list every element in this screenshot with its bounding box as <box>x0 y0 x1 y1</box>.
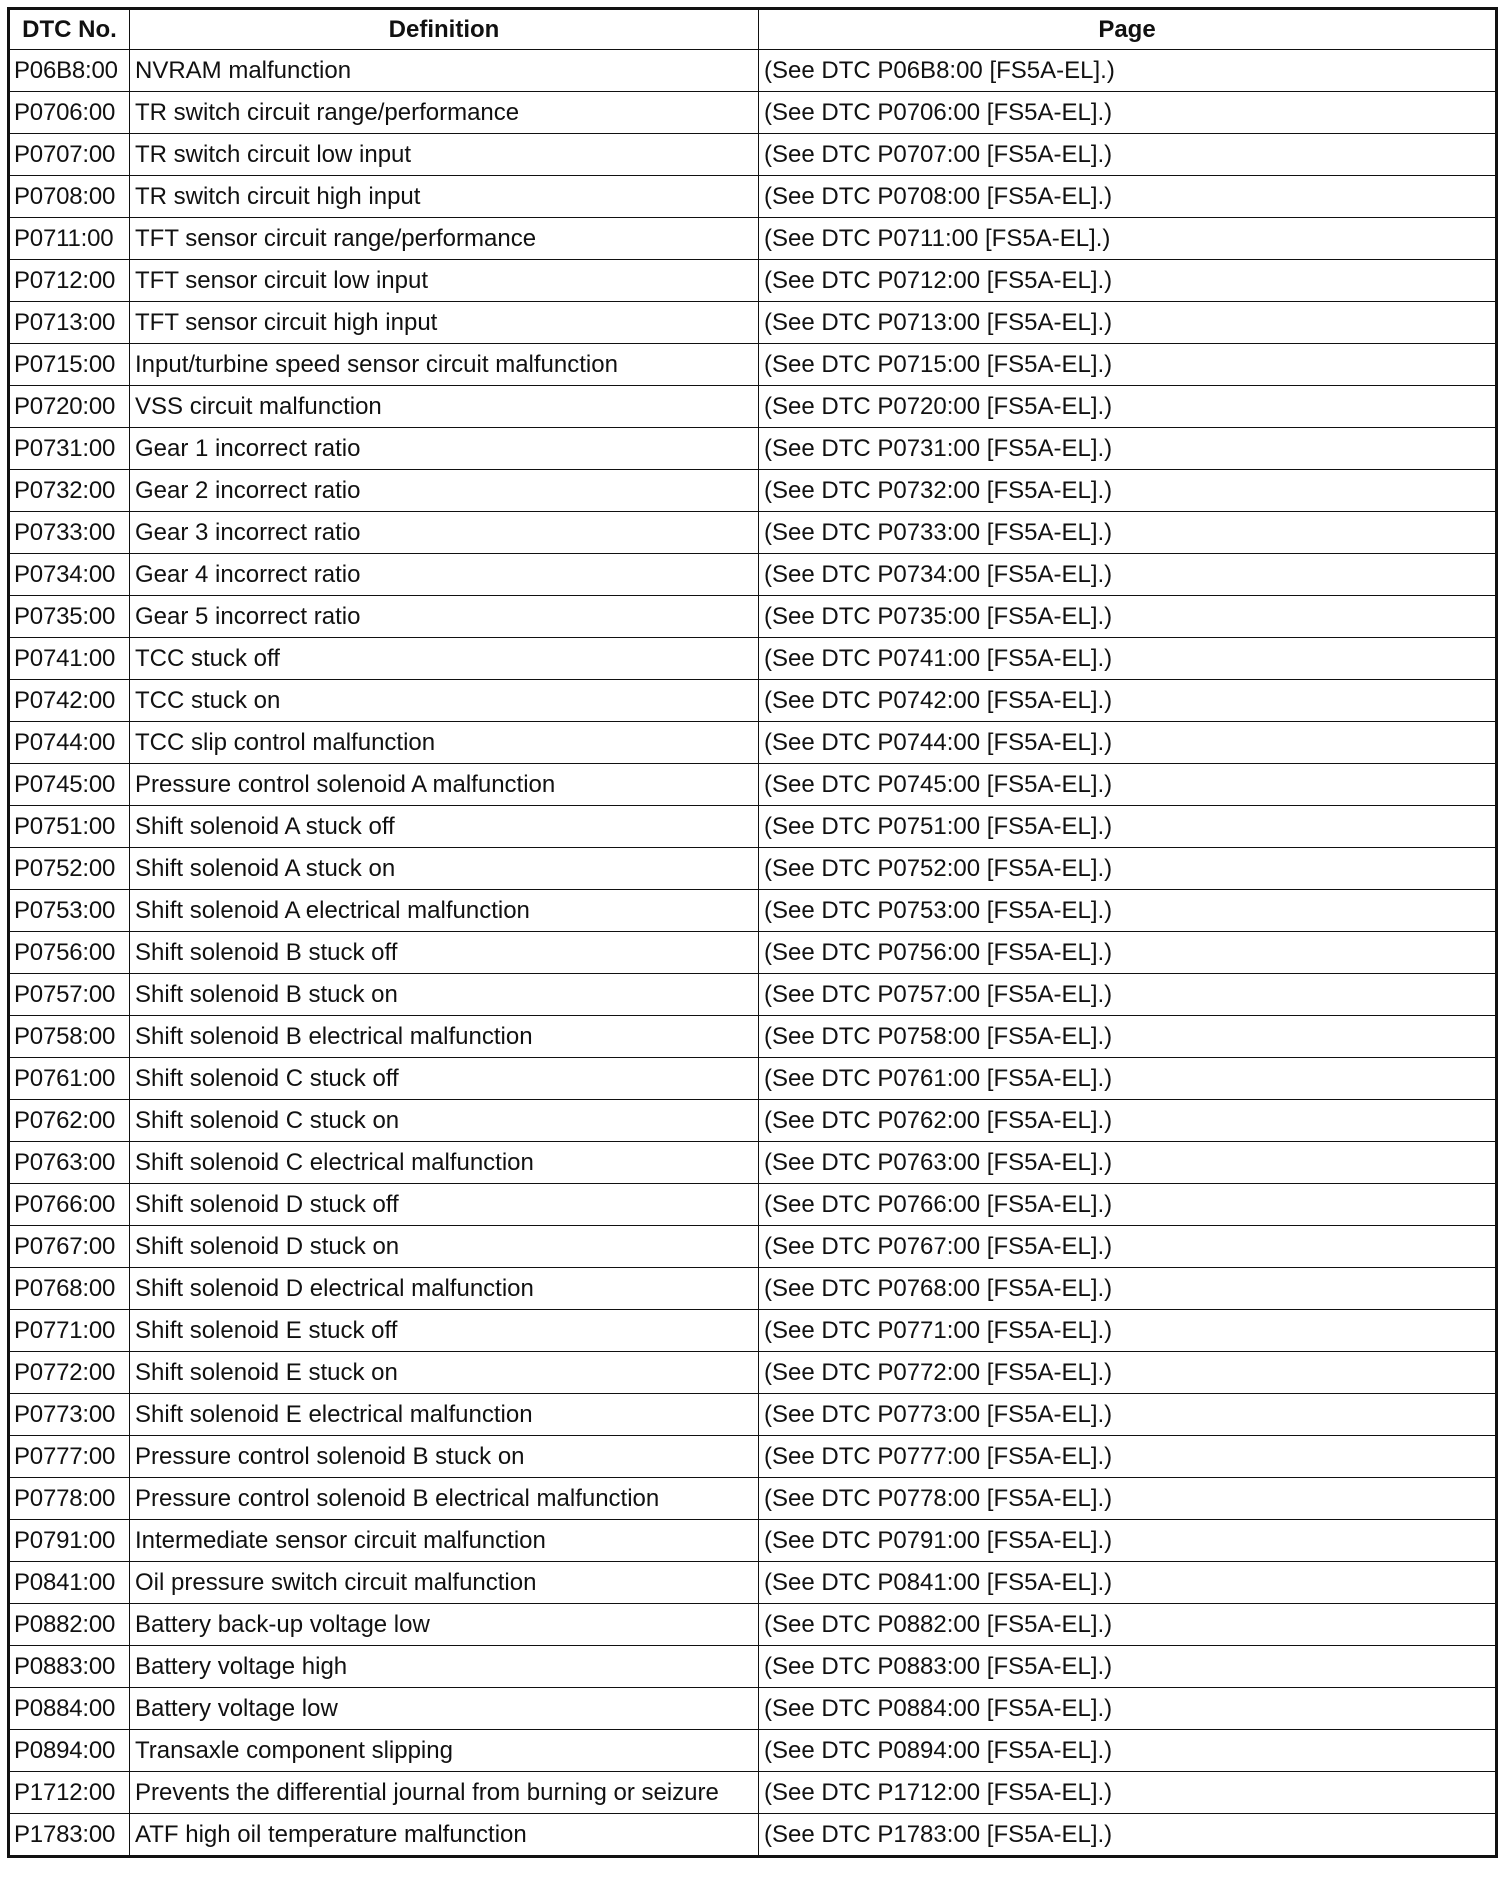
definition-cell: Shift solenoid D electrical malfunction <box>130 1268 759 1310</box>
dtc-code-cell: P0708:00 <box>9 176 130 218</box>
page-reference-cell: (See DTC P0766:00 [FS5A-EL].) <box>759 1184 1497 1226</box>
definition-cell: Shift solenoid A electrical malfunction <box>130 890 759 932</box>
dtc-code-cell: P0706:00 <box>9 92 130 134</box>
page-reference-cell: (See DTC P0883:00 [FS5A-EL].) <box>759 1646 1497 1688</box>
dtc-code-cell: P0720:00 <box>9 386 130 428</box>
dtc-code-cell: P0767:00 <box>9 1226 130 1268</box>
table-row <box>9 92 1497 134</box>
page-reference-cell: (See DTC P1783:00 [FS5A-EL].) <box>759 1814 1497 1857</box>
dtc-code-cell: P0734:00 <box>9 554 130 596</box>
table-row <box>9 302 1497 344</box>
table-row <box>9 1184 1497 1226</box>
table-row <box>9 1688 1497 1730</box>
page-reference-cell: (See DTC P0711:00 [FS5A-EL].) <box>759 218 1497 260</box>
table-row <box>9 50 1497 92</box>
page-reference-cell: (See DTC P0752:00 [FS5A-EL].) <box>759 848 1497 890</box>
definition-cell: Pressure control solenoid B electrical malfunction <box>130 1478 759 1520</box>
page-reference-cell: (See DTC P0841:00 [FS5A-EL].) <box>759 1562 1497 1604</box>
definition-cell: Shift solenoid E stuck on <box>130 1352 759 1394</box>
page-reference-cell: (See DTC P0756:00 [FS5A-EL].) <box>759 932 1497 974</box>
table-row <box>9 1436 1497 1478</box>
dtc-code-cell: P0733:00 <box>9 512 130 554</box>
page-reference-cell: (See DTC P0772:00 [FS5A-EL].) <box>759 1352 1497 1394</box>
page-reference-cell: (See DTC P1712:00 [FS5A-EL].) <box>759 1772 1497 1814</box>
definition-cell: TFT sensor circuit low input <box>130 260 759 302</box>
page-reference-cell: (See DTC P0777:00 [FS5A-EL].) <box>759 1436 1497 1478</box>
definition-cell: Transaxle component slipping <box>130 1730 759 1772</box>
dtc-code-cell: P0757:00 <box>9 974 130 1016</box>
definition-cell: Shift solenoid C electrical malfunction <box>130 1142 759 1184</box>
definition-cell: Shift solenoid A stuck off <box>130 806 759 848</box>
table-row <box>9 1100 1497 1142</box>
table-row <box>9 1310 1497 1352</box>
column-header-dtc-no: DTC No. <box>9 9 130 50</box>
dtc-code-cell: P0778:00 <box>9 1478 130 1520</box>
definition-cell: Shift solenoid C stuck off <box>130 1058 759 1100</box>
table-row <box>9 932 1497 974</box>
table-row <box>9 596 1497 638</box>
table-row <box>9 848 1497 890</box>
page-reference-cell: (See DTC P0791:00 [FS5A-EL].) <box>759 1520 1497 1562</box>
definition-cell: Battery voltage high <box>130 1646 759 1688</box>
table-row <box>9 890 1497 932</box>
dtc-code-cell: P0735:00 <box>9 596 130 638</box>
table-row <box>9 134 1497 176</box>
table-row <box>9 428 1497 470</box>
dtc-code-cell: P0758:00 <box>9 1016 130 1058</box>
dtc-code-cell: P0884:00 <box>9 1688 130 1730</box>
dtc-code-cell: P0744:00 <box>9 722 130 764</box>
table-row <box>9 764 1497 806</box>
definition-cell: Shift solenoid E electrical malfunction <box>130 1394 759 1436</box>
page-reference-cell: (See DTC P0767:00 [FS5A-EL].) <box>759 1226 1497 1268</box>
definition-cell: NVRAM malfunction <box>130 50 759 92</box>
table-row <box>9 260 1497 302</box>
definition-cell: Pressure control solenoid B stuck on <box>130 1436 759 1478</box>
definition-cell: Pressure control solenoid A malfunction <box>130 764 759 806</box>
definition-cell: Shift solenoid B electrical malfunction <box>130 1016 759 1058</box>
page-reference-cell: (See DTC P0757:00 [FS5A-EL].) <box>759 974 1497 1016</box>
page-reference-cell: (See DTC P0763:00 [FS5A-EL].) <box>759 1142 1497 1184</box>
dtc-code-cell: P1783:00 <box>9 1814 130 1857</box>
table-row <box>9 554 1497 596</box>
page-reference-cell: (See DTC P0708:00 [FS5A-EL].) <box>759 176 1497 218</box>
page-reference-cell: (See DTC P0742:00 [FS5A-EL].) <box>759 680 1497 722</box>
dtc-code-cell: P0791:00 <box>9 1520 130 1562</box>
page-reference-cell: (See DTC P0751:00 [FS5A-EL].) <box>759 806 1497 848</box>
dtc-code-cell: P0894:00 <box>9 1730 130 1772</box>
definition-cell: Shift solenoid D stuck off <box>130 1184 759 1226</box>
page-reference-cell: (See DTC P0773:00 [FS5A-EL].) <box>759 1394 1497 1436</box>
definition-cell: TR switch circuit high input <box>130 176 759 218</box>
dtc-code-cell: P0773:00 <box>9 1394 130 1436</box>
table-row <box>9 680 1497 722</box>
definition-cell: Battery voltage low <box>130 1688 759 1730</box>
dtc-table <box>7 7 1498 1858</box>
dtc-code-cell: P0752:00 <box>9 848 130 890</box>
page-reference-cell: (See DTC P0762:00 [FS5A-EL].) <box>759 1100 1497 1142</box>
definition-cell: VSS circuit malfunction <box>130 386 759 428</box>
definition-cell: Input/turbine speed sensor circuit malfunction <box>130 344 759 386</box>
table-row <box>9 512 1497 554</box>
table-row <box>9 1604 1497 1646</box>
page-reference-cell: (See DTC P0720:00 [FS5A-EL].) <box>759 386 1497 428</box>
table-row <box>9 1646 1497 1688</box>
table-row <box>9 218 1497 260</box>
table-row <box>9 1226 1497 1268</box>
definition-cell: TR switch circuit range/performance <box>130 92 759 134</box>
page-reference-cell: (See DTC P0768:00 [FS5A-EL].) <box>759 1268 1497 1310</box>
page-reference-cell: (See DTC P0745:00 [FS5A-EL].) <box>759 764 1497 806</box>
table-row <box>9 722 1497 764</box>
column-header-definition: Definition <box>130 9 759 50</box>
table-row <box>9 1814 1497 1857</box>
dtc-code-cell: P0731:00 <box>9 428 130 470</box>
definition-cell: Gear 1 incorrect ratio <box>130 428 759 470</box>
page-reference-cell: (See DTC P0894:00 [FS5A-EL].) <box>759 1730 1497 1772</box>
table-row <box>9 974 1497 1016</box>
table-row <box>9 1478 1497 1520</box>
table-row <box>9 1772 1497 1814</box>
page-reference-cell: (See DTC P0732:00 [FS5A-EL].) <box>759 470 1497 512</box>
table-body <box>9 50 1497 1857</box>
dtc-code-cell: P0761:00 <box>9 1058 130 1100</box>
dtc-code-cell: P0766:00 <box>9 1184 130 1226</box>
page-reference-cell: (See DTC P0713:00 [FS5A-EL].) <box>759 302 1497 344</box>
dtc-code-cell: P0745:00 <box>9 764 130 806</box>
page-reference-cell: (See DTC P0778:00 [FS5A-EL].) <box>759 1478 1497 1520</box>
definition-cell: Shift solenoid A stuck on <box>130 848 759 890</box>
page-reference-cell: (See DTC P06B8:00 [FS5A-EL].) <box>759 50 1497 92</box>
definition-cell: Gear 2 incorrect ratio <box>130 470 759 512</box>
dtc-code-cell: P0883:00 <box>9 1646 130 1688</box>
page-reference-cell: (See DTC P0715:00 [FS5A-EL].) <box>759 344 1497 386</box>
table-row <box>9 1520 1497 1562</box>
dtc-code-cell: P0711:00 <box>9 218 130 260</box>
definition-cell: TFT sensor circuit range/performance <box>130 218 759 260</box>
table-row <box>9 470 1497 512</box>
table-row <box>9 1394 1497 1436</box>
dtc-code-cell: P0756:00 <box>9 932 130 974</box>
page-reference-cell: (See DTC P0712:00 [FS5A-EL].) <box>759 260 1497 302</box>
page-reference-cell: (See DTC P0771:00 [FS5A-EL].) <box>759 1310 1497 1352</box>
definition-cell: Shift solenoid D stuck on <box>130 1226 759 1268</box>
definition-cell: Intermediate sensor circuit malfunction <box>130 1520 759 1562</box>
dtc-code-cell: P0741:00 <box>9 638 130 680</box>
dtc-code-cell: P0771:00 <box>9 1310 130 1352</box>
page-reference-cell: (See DTC P0884:00 [FS5A-EL].) <box>759 1688 1497 1730</box>
table-row <box>9 386 1497 428</box>
table-row <box>9 1016 1497 1058</box>
definition-cell: ATF high oil temperature malfunction <box>130 1814 759 1857</box>
page-reference-cell: (See DTC P0744:00 [FS5A-EL].) <box>759 722 1497 764</box>
table-row <box>9 638 1497 680</box>
definition-cell: Shift solenoid B stuck on <box>130 974 759 1016</box>
page-reference-cell: (See DTC P0706:00 [FS5A-EL].) <box>759 92 1497 134</box>
dtc-code-cell: P0763:00 <box>9 1142 130 1184</box>
column-header-page: Page <box>759 9 1497 50</box>
dtc-code-cell: P1712:00 <box>9 1772 130 1814</box>
dtc-code-cell: P06B8:00 <box>9 50 130 92</box>
dtc-code-cell: P0777:00 <box>9 1436 130 1478</box>
dtc-code-cell: P0732:00 <box>9 470 130 512</box>
table-row <box>9 1058 1497 1100</box>
page-reference-cell: (See DTC P0741:00 [FS5A-EL].) <box>759 638 1497 680</box>
definition-cell: TCC stuck off <box>130 638 759 680</box>
table-row <box>9 1352 1497 1394</box>
page-reference-cell: (See DTC P0733:00 [FS5A-EL].) <box>759 512 1497 554</box>
dtc-code-cell: P0841:00 <box>9 1562 130 1604</box>
definition-cell: Oil pressure switch circuit malfunction <box>130 1562 759 1604</box>
definition-cell: Shift solenoid E stuck off <box>130 1310 759 1352</box>
page-reference-cell: (See DTC P0761:00 [FS5A-EL].) <box>759 1058 1497 1100</box>
definition-cell: Battery back-up voltage low <box>130 1604 759 1646</box>
definition-cell: TCC stuck on <box>130 680 759 722</box>
dtc-code-cell: P0762:00 <box>9 1100 130 1142</box>
page-reference-cell: (See DTC P0731:00 [FS5A-EL].) <box>759 428 1497 470</box>
dtc-code-cell: P0751:00 <box>9 806 130 848</box>
page-reference-cell: (See DTC P0707:00 [FS5A-EL].) <box>759 134 1497 176</box>
page-reference-cell: (See DTC P0758:00 [FS5A-EL].) <box>759 1016 1497 1058</box>
definition-cell: TCC slip control malfunction <box>130 722 759 764</box>
table-row <box>9 1268 1497 1310</box>
dtc-code-cell: P0707:00 <box>9 134 130 176</box>
dtc-code-cell: P0753:00 <box>9 890 130 932</box>
table-row <box>9 1142 1497 1184</box>
dtc-code-cell: P0772:00 <box>9 1352 130 1394</box>
table-row <box>9 344 1497 386</box>
dtc-code-cell: P0712:00 <box>9 260 130 302</box>
dtc-code-cell: P0768:00 <box>9 1268 130 1310</box>
table-row <box>9 1730 1497 1772</box>
dtc-code-cell: P0882:00 <box>9 1604 130 1646</box>
page-reference-cell: (See DTC P0734:00 [FS5A-EL].) <box>759 554 1497 596</box>
table-header-row <box>9 9 1497 50</box>
dtc-code-cell: P0742:00 <box>9 680 130 722</box>
page-reference-cell: (See DTC P0753:00 [FS5A-EL].) <box>759 890 1497 932</box>
definition-cell: Gear 5 incorrect ratio <box>130 596 759 638</box>
definition-cell: Shift solenoid B stuck off <box>130 932 759 974</box>
definition-cell: Gear 4 incorrect ratio <box>130 554 759 596</box>
dtc-code-cell: P0713:00 <box>9 302 130 344</box>
page-reference-cell: (See DTC P0882:00 [FS5A-EL].) <box>759 1604 1497 1646</box>
table-row <box>9 806 1497 848</box>
definition-cell: TFT sensor circuit high input <box>130 302 759 344</box>
dtc-code-cell: P0715:00 <box>9 344 130 386</box>
page-reference-cell: (See DTC P0735:00 [FS5A-EL].) <box>759 596 1497 638</box>
table-row <box>9 1562 1497 1604</box>
definition-cell: Gear 3 incorrect ratio <box>130 512 759 554</box>
definition-cell: Prevents the differential journal from burning or seizure <box>130 1772 759 1814</box>
table-row <box>9 176 1497 218</box>
definition-cell: Shift solenoid C stuck on <box>130 1100 759 1142</box>
definition-cell: TR switch circuit low input <box>130 134 759 176</box>
